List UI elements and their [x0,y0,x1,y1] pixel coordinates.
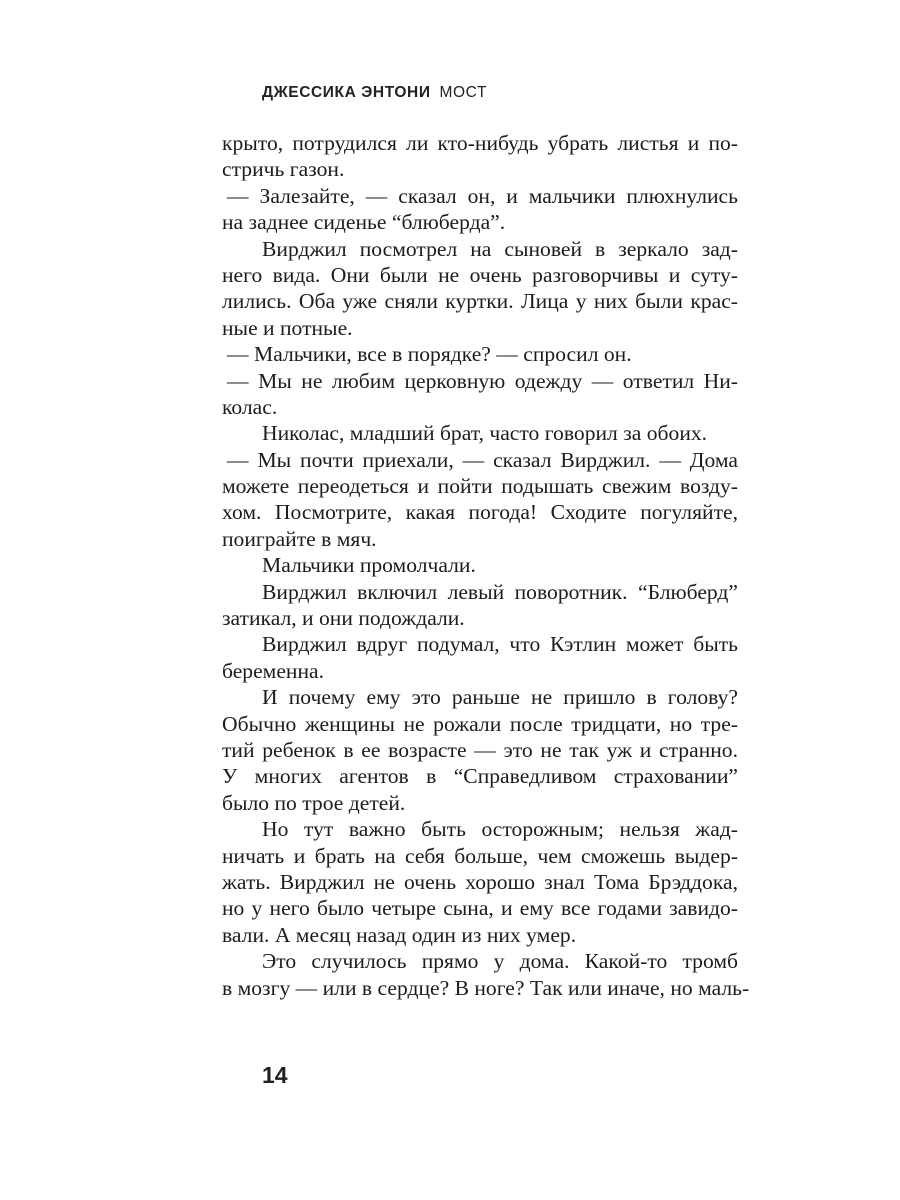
text-line: крыто, потрудился ли кто-нибудь убрать листья и по- [222,131,738,155]
text-line: — Залезайте, — сказал он, и мальчики плюхнулись [227,183,738,208]
text-line: хом. Посмотрите, какая погода! Сходите погуляйте, [222,500,738,525]
text-line: Это случилось прямо у дома. Какой-то тромб [262,949,738,974]
text-line: беременна. [222,658,325,683]
text-line: тий ребенок в ее возрасте — это не так уж и странно. [222,737,738,762]
running-head-book-title: МОСТ [439,84,488,101]
text-line: на заднее сиденье “блюберда”. [222,210,506,235]
text-line: вали. А месяц назад один из них умер. [222,922,577,947]
text-line: ные и потные. [222,315,353,340]
body-text [222,130,750,1001]
text-line: И почему ему это раньше не пришло в голову? [262,685,738,710]
text-line: колас. [222,394,278,419]
text-line: Обычно женщины не рожали после тридцати, но тре- [222,711,738,736]
text-line: было по трое детей. [222,790,406,815]
text-line: У многих агентов в “Справедливом страховании” [222,764,738,789]
text-line: Мальчики промолчали. [262,553,476,578]
text-line: — Мы почти приехали, — сказал Вирджил. — Дома [227,447,738,472]
text-line: него вида. Они были не очень разговорчивы и суту- [222,262,738,287]
text-line: поиграйте в мяч. [222,526,377,551]
text-line: в мозгу — или в сердце? В ноге? Так или иначе, но маль- [222,975,750,1000]
text-line: жать. Вирджил не очень хорошо знал Тома Брэддока, [222,869,738,894]
text-line: затикал, и они подождали. [222,606,465,631]
running-head-author: ДЖЕССИКА ЭНТОНИ [262,84,431,101]
text-line: Вирджил посмотрел на сыновей в зеркало зад- [262,236,738,261]
text-line: Николас, младший брат, часто говорил за обоих. [262,421,708,446]
text-line: — Мы не любим церковную одежду — ответил Ни- [227,368,738,393]
text-line: стричь газон. [222,157,345,182]
text-line: Но тут важно быть осторожным; нельзя жад- [262,817,738,842]
text-line: ничать и брать на себя больше, чем сможешь выдер- [222,843,738,868]
text-line: Вирджил включил левый поворотник. “Блюберд” [262,579,738,604]
text-line: — Мальчики, все в порядке? — спросил он. [227,342,632,367]
text-line: можете переодеться и пойти подышать свежим возду- [222,474,738,499]
running-head [262,84,487,102]
page-number: 14 [262,1062,288,1088]
text-line: Вирджил вдруг подумал, что Кэтлин может быть [262,632,738,657]
text-line: лились. Оба уже сняли куртки. Лица у них были крас- [222,289,738,314]
text-line: но у него было четыре сына, и ему все годами завидо- [222,896,738,921]
